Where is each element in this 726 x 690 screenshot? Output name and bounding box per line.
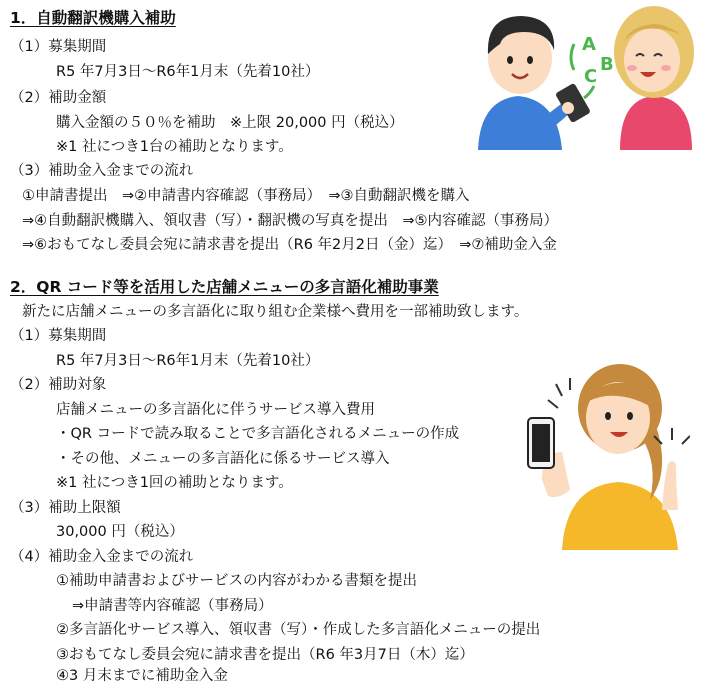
section1-flow-heading: （3）補助金入金までの流れ: [10, 163, 194, 179]
section2-limit-heading: （3）補助上限額: [10, 500, 121, 516]
section2-target-note: ※1 社につき1回の補助となります。: [56, 475, 293, 491]
girl-figure: [614, 6, 694, 150]
section2-target-heading: （2）補助対象: [10, 377, 107, 393]
section1-flow-line3: ⇒⑥おもてなし委員会宛に請求書を提出（R6 年2月2日（金）迄） ⇒⑦補助金入金: [22, 237, 557, 253]
section1-title: 1．自動翻訳機購入補助: [10, 9, 176, 27]
translator-conversation-illustration: [470, 0, 700, 150]
section2-flow-line4: ③おもてなし委員会宛に請求書を提出（R6 年3月7日（木）迄）: [56, 647, 474, 663]
section2-limit-text: 30,000 円（税込）: [56, 524, 184, 540]
section2-target-bullet2: ・その他、メニューの多言語化に係るサービス導入: [56, 451, 390, 467]
section2-period-heading: （1）募集期間: [10, 328, 107, 344]
section2-flow-line2: ⇒申請書等内容確認（事務局）: [72, 598, 273, 614]
section1-period-text: R5 年7月3日〜R6年1月末（先着10社）: [56, 64, 320, 80]
section1-amount-text: 購入金額の５０％を補助 ※上限 20,000 円（税込）: [56, 115, 404, 131]
section2-flow-line1: ①補助申請書およびサービスの内容がわかる書類を提出: [56, 573, 417, 589]
section2-flow-line3: ②多言語化サービス導入、領収書（写）・作成した多言語化メニューの提出: [56, 622, 541, 638]
letter-c: C: [584, 66, 598, 87]
section1-flow-line2: ⇒④自動翻訳機購入、領収書（写）・翻訳機の写真を提出 ⇒⑤内容確認（事務局）: [22, 213, 559, 229]
section2-flow-line5: ④3 月末までに補助金入金: [56, 668, 228, 684]
section1-amount-note: ※1 社につき1台の補助となります。: [56, 139, 293, 155]
section2-target-bullet1: ・QR コードで読み取ることで多言語化されるメニューの作成: [56, 426, 460, 442]
section2-title: 2．QR コード等を活用した店舗メニューの多言語化補助事業: [10, 278, 439, 296]
section1-amount-heading: （2）補助金額: [10, 90, 107, 106]
section1-flow-line1: ①申請書提出 ⇒②申請書内容確認（事務局） ⇒③自動翻訳機を購入: [22, 188, 470, 204]
section2-target-text: 店舗メニューの多言語化に伴うサービス導入費用: [56, 402, 375, 418]
section2-period-text: R5 年7月3日〜R6年1月末（先着10社）: [56, 353, 320, 369]
section2-flow-heading: （4）補助金入金までの流れ: [10, 549, 194, 565]
letter-b: B: [600, 54, 614, 75]
section2-intro: 新たに店舗メニューの多言語化に取り組む企業様へ費用を一部補助致します。: [22, 304, 529, 320]
woman-smartphone-illustration: [522, 360, 690, 550]
boy-figure: [478, 16, 591, 150]
letter-a: A: [582, 34, 596, 55]
section1-period-heading: （1）募集期間: [10, 39, 107, 55]
